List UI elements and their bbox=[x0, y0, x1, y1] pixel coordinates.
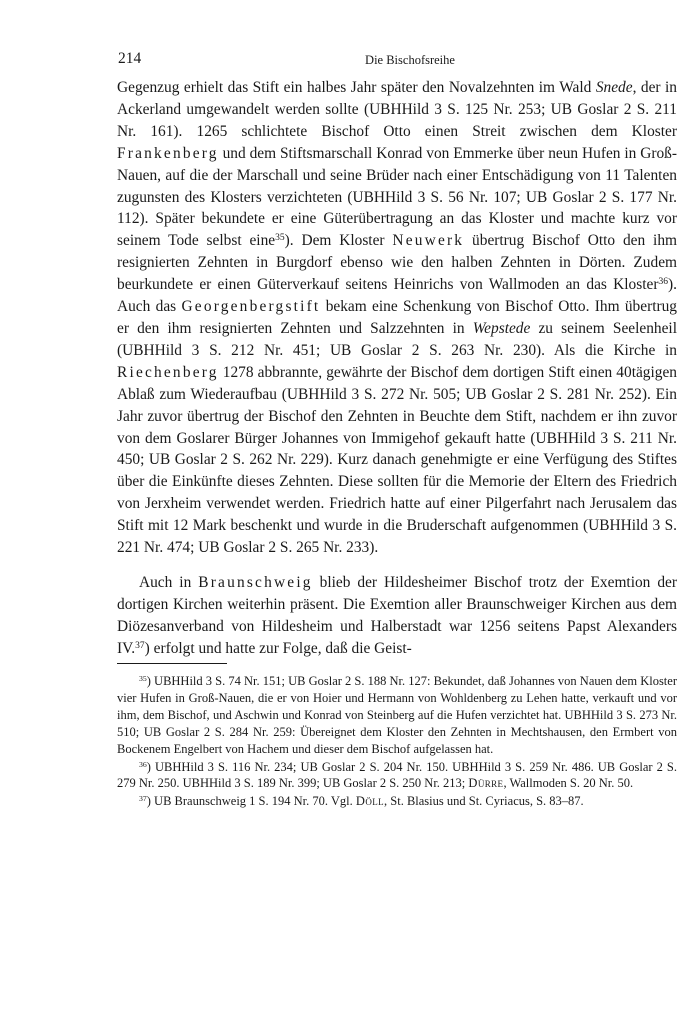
paragraph bbox=[117, 77, 677, 559]
author-name: Dürre bbox=[468, 776, 504, 791]
institution-name-spaced: Frankenberg bbox=[117, 144, 219, 162]
footnote-ref[interactable]: 37 bbox=[135, 639, 145, 651]
place-name-italic: Snede bbox=[595, 79, 633, 96]
text-run: ). Dem Kloster bbox=[284, 232, 393, 250]
footnote-text: ) UBHHild 3 S. 74 Nr. 151; UB Goslar 2 S. 188 Nr. 127: Bekundet, daß Johannes von Nauen dem Kloster vier Hufen in Groß-Nauen, die er von Hoier und Hermann von Wohldenberg zu Lehen hatte, verkauft und vor ihm, dem Bischof, und Aschwin und Konrad von Steinberg auf die Hufen verzichtet hat. UBHHild 3 S. 273 Nr. 510; UB Goslar 2 S. 284 Nr. 259: Übereignet dem Kloster den Zehnten in Mechtshausen, den Ermbert von Bockenem Engelbert von Hachem und dieser dem Bischof aufgelassen hat. bbox=[117, 674, 677, 756]
text-run: 1278 abbrannte, gewährte der Bischof dem dortigen Stift einen 40tägigen Ablaß zum Wiederaufbau (UBHHild 3 S. 272 Nr. 505; UB Goslar 2 S. 281 Nr. 252). Ein Jahr zuvor übertrug der Bischof den Zehnten in Beuchte dem Stift, nachdem er ihn zuvor von dem Goslarer Bürger Johannes von Immigehof gekauft hatte (UBHHild 3 S. 211 Nr. 450; UB Goslar 2 S. 262 Nr. 229). Kurz danach genehmigte er eine Verfügung des Stiftes über die Einkünfte dieses Zehnten. Diese sollten für die Memorie der Eltern des Friedrich von Jerxheim verwendet werden. Friedrich hatte auf einer Pilgerfahrt nach Jerusalem das Stift mit 12 Mark beschenkt und wurde in die Bruderschaft aufgenommen (UBHHild 3 S. 221 Nr. 474; UB Goslar 2 S. 265 Nr. 233). bbox=[117, 363, 677, 557]
text-run: , der in Ackerland umgewandelt werden sollte (UBHHild 3 S. 125 Nr. 253; UB Goslar 2 S. 211 Nr. 161). 1265 schlichtete Bischof Otto einen Streit zwischen dem Kloster bbox=[117, 79, 678, 140]
footnotes bbox=[117, 663, 677, 810]
footnote-text: ) UBHHild 3 S. 116 Nr. 234; UB Goslar 2 S. 204 Nr. 150. UBHHild 3 S. 259 Nr. 486. UB Goslar 2 S. 279 Nr. 250. UBHHild 3 S. 189 Nr. 399; UB Goslar 2 S. 250 Nr. 213; bbox=[117, 759, 677, 791]
text-run: Auch in bbox=[139, 573, 199, 591]
text-run: ). Auch das bbox=[117, 276, 677, 316]
footnote-text: , Wallmoden S. 20 Nr. 50. bbox=[503, 776, 634, 791]
footnote-divider bbox=[117, 663, 227, 664]
institution-name-spaced: Georgenbergstift bbox=[181, 298, 321, 316]
text-run: und dem Stiftsmarschall Konrad von Emmerke über neun Hufen in Groß-Nauen, auf die der Marschall und seine Brüder nach einer Entschädigung von 11 Talenten zugunsten des Klosters verzichteten (UBHHild 3 S. 56 Nr. 107; UB Goslar 2 S. 177 Nr. 112). Später bekundete er eine Güterübertragung an das Kloster und machte kurz vor seinem Tode selbst eine bbox=[117, 144, 677, 250]
text-run: ) erfolgt und hatte zur Folge, daß die Geist- bbox=[144, 639, 412, 657]
footnote-text: ) UB Braunschweig 1 S. 194 Nr. 70. Vgl. bbox=[146, 794, 356, 809]
footnote-35 bbox=[117, 673, 677, 758]
text-run: blieb der Hildesheimer Bischof trotz der Exemtion der dortigen Kirchen weiterhin präsent. Die Exemtion aller Braunschweiger Kirchen aus dem Diözesanverband von Hildesheim und Halberstadt war 1256 seitens Papst Alexanders IV. bbox=[117, 573, 677, 657]
author-name: Döll bbox=[355, 794, 385, 809]
institution-name-spaced: Neuwerk bbox=[392, 232, 465, 250]
footnote-37 bbox=[117, 793, 677, 810]
text-run: Gegenzug erhielt das Stift ein halbes Jahr später den Novalzehnten im Wald bbox=[117, 79, 596, 96]
institution-name-spaced: Riechenberg bbox=[117, 363, 219, 381]
paragraph bbox=[117, 572, 677, 660]
running-head: Die Bischofsreihe bbox=[365, 53, 455, 67]
footnote-text: , St. Blasius und St. Cyriacus, S. 83–87. bbox=[384, 794, 584, 809]
text-run: übertrug Bischof Otto den ihm resignierten Zehnten in Burgdorf ebenso wie den halben Zehnten in Dörten. Zudem beurkundete er einen Güterverkauf seitens Heinrichs von Wallmoden an das Kloster bbox=[117, 232, 677, 294]
place-name-italic: Wepstede bbox=[472, 319, 531, 337]
text-run: zu seinem Seelenheil (UBHHild 3 S. 212 Nr. 451; UB Goslar 2 S. 263 Nr. 230). Als die Kirche in bbox=[117, 319, 677, 359]
main-text bbox=[117, 77, 677, 660]
footnote-marker: 36 bbox=[139, 759, 147, 769]
footnote-marker: 37 bbox=[139, 794, 147, 804]
footnote-36 bbox=[117, 759, 677, 793]
text-run: bekam eine Schenkung von Bischof Otto. Ihm übertrug er den ihm resignierten Zehnten und Salzzehnten in bbox=[117, 298, 677, 337]
footnote-ref[interactable]: 36 bbox=[658, 275, 669, 287]
place-name-spaced: Braunschweig bbox=[198, 573, 313, 591]
footnote-marker: 35 bbox=[139, 673, 147, 683]
footnote-ref[interactable]: 35 bbox=[275, 232, 285, 244]
page-number: 214 bbox=[118, 50, 142, 67]
